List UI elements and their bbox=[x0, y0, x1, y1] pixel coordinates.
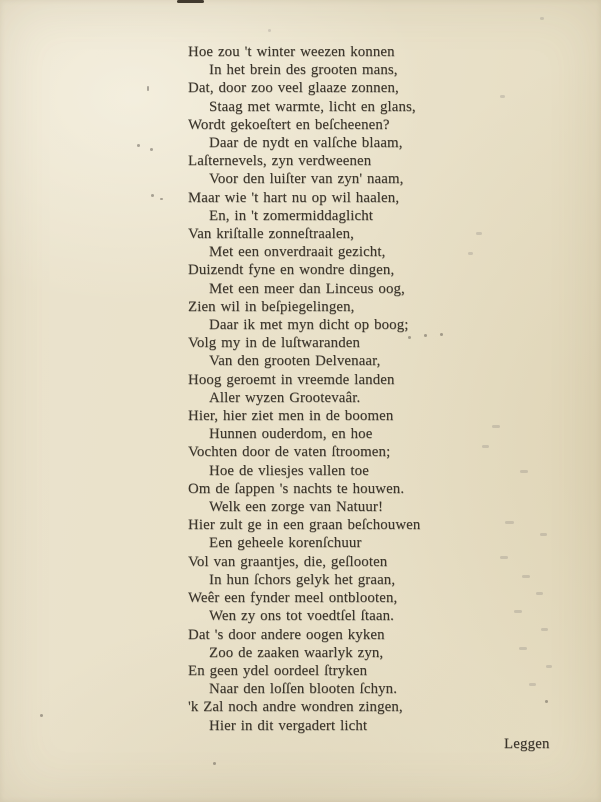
poem-line: Met een onverdraait gezicht, bbox=[209, 244, 386, 261]
ink-speck bbox=[505, 521, 514, 524]
ink-speck bbox=[40, 714, 43, 717]
poem-line: Van den grooten Delvenaar, bbox=[209, 353, 381, 370]
poem-text-block bbox=[188, 43, 568, 735]
poem-line: Van kriſtalle zonneſtraalen, bbox=[188, 226, 355, 243]
ink-speck bbox=[519, 647, 527, 650]
ink-speck bbox=[147, 86, 149, 91]
poem-line: Zoo de zaaken waarlyk zyn, bbox=[209, 644, 384, 661]
ink-speck bbox=[522, 575, 530, 578]
ink-speck bbox=[150, 148, 153, 151]
poem-line: Hier zult ge in een graan beſchouwen bbox=[188, 517, 421, 534]
ink-speck bbox=[151, 194, 154, 197]
ink-speck bbox=[424, 334, 427, 337]
poem-line: Naar den loſſen blooten ſchyn. bbox=[209, 681, 398, 698]
poem-line: En geen ydel oordeel ſtryken bbox=[188, 662, 368, 679]
catchword: Leggen bbox=[504, 736, 550, 752]
ink-speck bbox=[476, 232, 482, 235]
poem-line: Om de ſappen 's nachts te houwen. bbox=[188, 480, 405, 497]
poem-line: Hoog geroemt in vreemde landen bbox=[188, 371, 395, 388]
poem-line: Aller wyzen Grootevaâr. bbox=[209, 389, 361, 406]
poem-line: Maar wie 't hart nu op wil haalen, bbox=[188, 189, 400, 206]
poem-line: Zien wil in beſpiegelingen, bbox=[188, 298, 355, 315]
poem-line: Staag met warmte, licht en glans, bbox=[209, 98, 416, 115]
poem-line: Vochten door de vaten ſtroomen; bbox=[188, 444, 391, 461]
ink-speck bbox=[529, 683, 536, 686]
poem-line: Vol van graantjes, die, geſlooten bbox=[188, 553, 388, 570]
poem-line: Met een meer dan Linceus oog, bbox=[209, 280, 405, 297]
poem-line: 'k Zal noch andre wondren zingen, bbox=[188, 699, 403, 716]
poem-line: Een geheele korenſchuur bbox=[209, 535, 362, 552]
ink-speck bbox=[440, 333, 443, 336]
poem-line: Daar de nydt en valſche blaam, bbox=[209, 135, 403, 152]
ink-speck bbox=[137, 144, 140, 147]
poem-line: Weêr een fynder meel ontblooten, bbox=[188, 590, 398, 607]
poem-line: En, in 't zomermiddaglicht bbox=[209, 207, 374, 224]
ink-speck bbox=[540, 17, 544, 20]
ink-speck bbox=[536, 592, 543, 595]
poem-line: Daar ik met myn dicht op boog; bbox=[209, 317, 409, 334]
poem-line: Laſternevels, zyn verdweenen bbox=[188, 153, 372, 170]
ink-speck bbox=[514, 610, 522, 613]
poem-line: Wen zy ons tot voedtſel ſtaan. bbox=[209, 608, 395, 625]
poem-line: Hier, hier ziet men in de boomen bbox=[188, 408, 394, 425]
ink-speck bbox=[408, 336, 411, 339]
poem-line: Welk een zorge van Natuur! bbox=[209, 499, 384, 516]
ink-speck bbox=[540, 533, 547, 536]
ink-speck bbox=[546, 665, 552, 668]
poem-line: In hun ſchors gelyk het graan, bbox=[209, 571, 396, 588]
ink-speck bbox=[268, 29, 271, 32]
poem-line: Wordt gekoeſtert en beſcheenen? bbox=[188, 116, 390, 133]
ink-speck bbox=[520, 470, 528, 473]
ink-speck bbox=[468, 252, 473, 255]
poem-line: Hier in dit vergadert licht bbox=[209, 717, 368, 734]
ink-speck bbox=[500, 556, 508, 559]
poem-line: In het brein des grooten mans, bbox=[209, 62, 398, 79]
poem-line: Dat, door zoo veel glaaze zonnen, bbox=[188, 80, 399, 97]
poem-line: Hoe zou 't winter weezen konnen bbox=[188, 44, 395, 60]
poem-line: Duizendt fyne en wondre dingen, bbox=[188, 262, 395, 279]
poem-line: Hoe de vliesjes vallen toe bbox=[209, 462, 369, 479]
ink-speck bbox=[541, 628, 548, 631]
poem-line: Hunnen ouderdom, en hoe bbox=[209, 426, 373, 443]
poem-line: Volg my in de luſtwaranden bbox=[188, 335, 361, 352]
poem-line: Voor den luiſter van zyn' naam, bbox=[209, 171, 404, 188]
ink-speck bbox=[482, 445, 489, 448]
ink-speck bbox=[160, 198, 163, 200]
ink-speck bbox=[545, 700, 548, 703]
ink-speck bbox=[213, 762, 216, 765]
ink-speck bbox=[500, 95, 505, 98]
scan-edge-mark bbox=[177, 0, 204, 3]
poem-line: Dat 's door andere oogen kyken bbox=[188, 626, 385, 643]
ink-speck bbox=[492, 425, 500, 428]
